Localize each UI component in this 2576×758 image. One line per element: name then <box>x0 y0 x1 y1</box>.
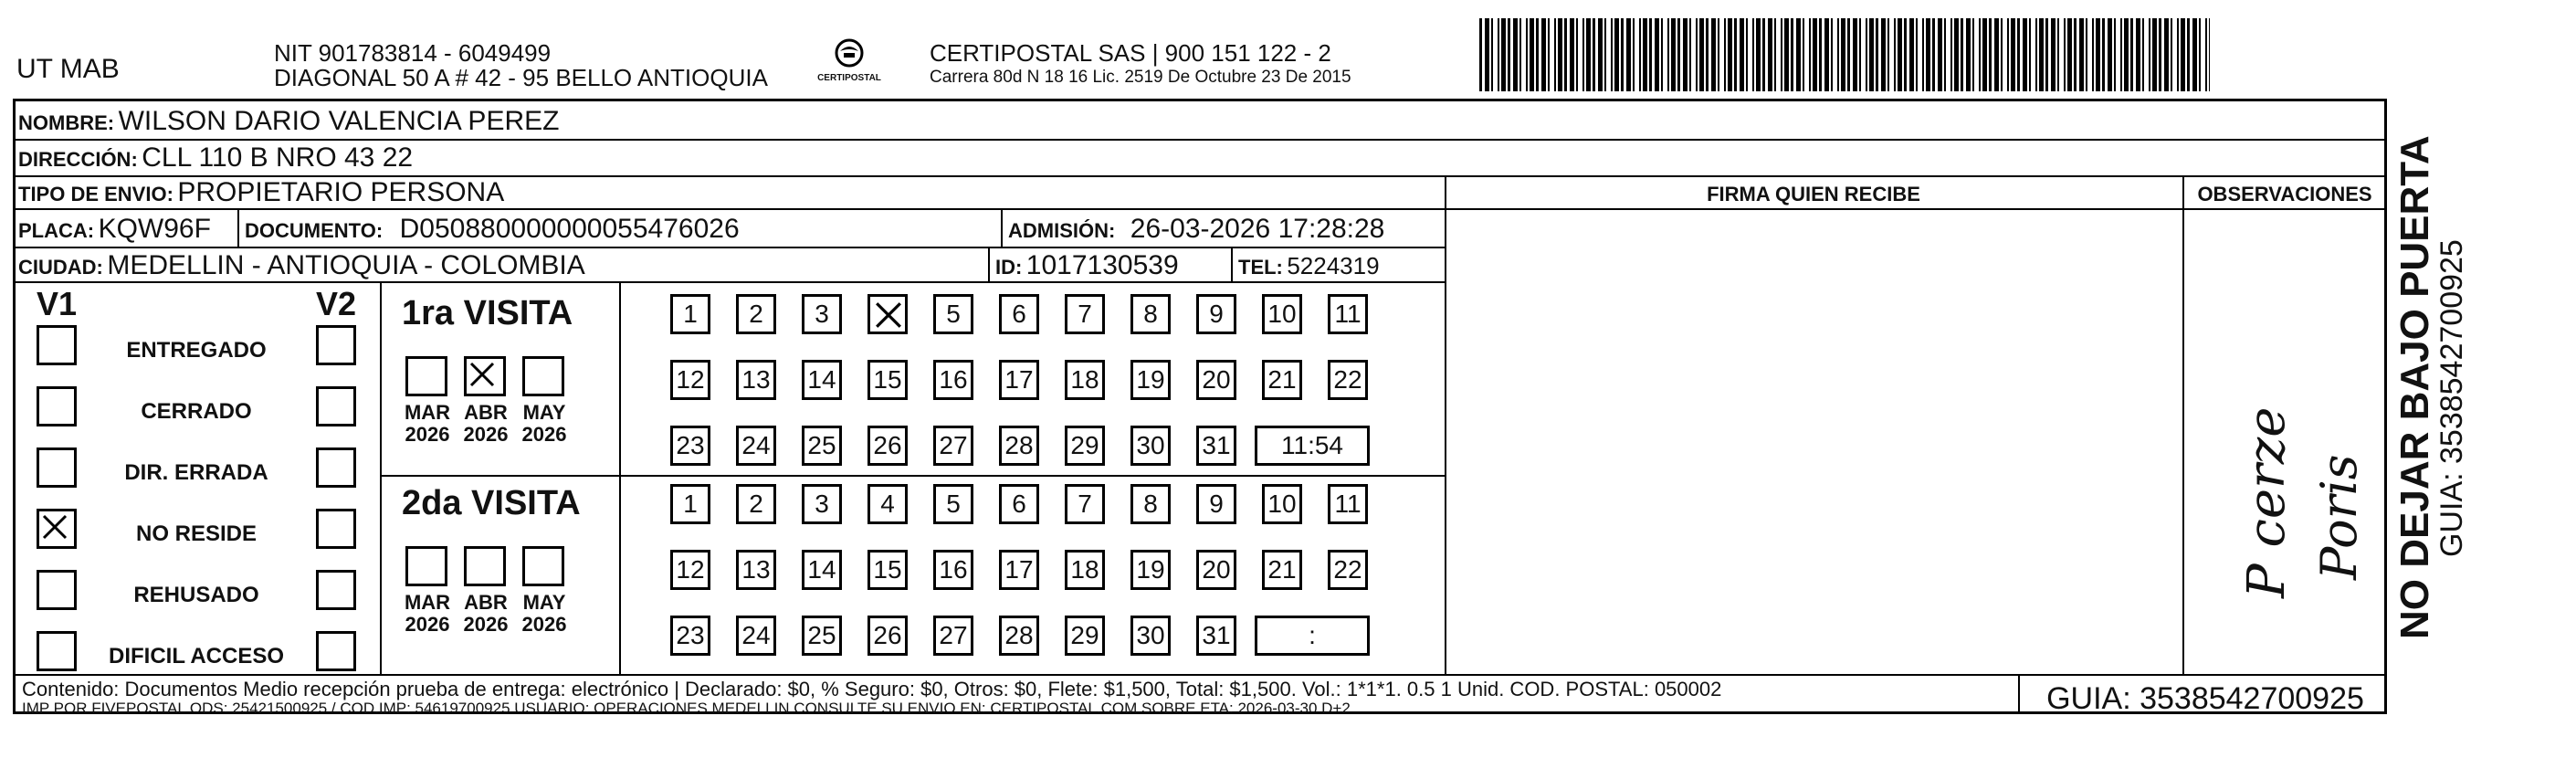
day-checkbox[interactable]: 20 <box>1196 550 1236 590</box>
side-notice: NO DEJAR BAJO PUERTA <box>2392 135 2437 639</box>
status-label: REHUSADO <box>133 583 259 607</box>
documento-label: DOCUMENTO: <box>245 219 384 242</box>
id-value: 1017130539 <box>1025 250 1179 280</box>
day-checkbox[interactable]: 2 <box>736 484 776 524</box>
v2-checkbox[interactable] <box>316 447 356 488</box>
placa-value: KQW96F <box>98 214 211 244</box>
v1-checkbox[interactable] <box>37 386 77 426</box>
v1-checkbox[interactable] <box>37 509 77 549</box>
day-checkbox[interactable]: 15 <box>867 550 908 590</box>
col-divider <box>2018 674 2020 714</box>
month-label: MAR 2026 <box>404 401 451 447</box>
status-label: ENTREGADO <box>126 338 267 363</box>
day-checkbox[interactable]: 15 <box>867 360 908 400</box>
day-checkbox[interactable]: 10 <box>1262 484 1302 524</box>
day-checkbox[interactable]: 19 <box>1130 550 1171 590</box>
v2-checkbox[interactable] <box>316 570 356 610</box>
company-name: UT MAB <box>16 54 120 84</box>
month-checkbox[interactable] <box>464 356 506 396</box>
day-checkbox[interactable]: 21 <box>1262 550 1302 590</box>
day-checkbox[interactable]: 3 <box>802 294 842 334</box>
day-checkbox[interactable]: 16 <box>933 550 973 590</box>
footer-content: Contenido: Documentos Medio recepción prueba de entrega: electrónico | Declarado: $0, % Seguro: $0, Otros: $0, Flete: $1,500, Total: $1,500. Vol.: 1*1*1. 0.5 1 Unid. COD. POSTAL: 050002 <box>22 678 1722 700</box>
month-checkbox[interactable] <box>405 356 447 396</box>
ciudad-row <box>18 252 585 279</box>
side-guia: GUIA: 3538542700925 <box>2434 239 2469 557</box>
documento-row <box>245 216 740 243</box>
cell-divider <box>1001 208 1003 247</box>
tel-label: TEL: <box>1238 256 1283 279</box>
carrier-name: CERTIPOSTAL SAS | 900 151 122 - 2 <box>930 39 1331 67</box>
month-label: MAR 2026 <box>404 591 451 637</box>
visit-divider <box>380 475 1445 477</box>
cell-divider <box>1231 247 1233 281</box>
barcode <box>1479 18 2210 91</box>
status-label: DIFICIL ACCESO <box>108 644 284 669</box>
id-row <box>995 252 1179 279</box>
day-checkbox[interactable]: 31 <box>1196 426 1236 466</box>
day-checkbox[interactable]: 22 <box>1328 360 1368 400</box>
month-checkbox[interactable] <box>522 546 564 586</box>
tel-row <box>1238 254 1380 278</box>
day-checkbox[interactable]: 6 <box>999 294 1039 334</box>
day-checkbox[interactable]: 30 <box>1130 426 1171 466</box>
x-mark-icon <box>874 300 903 330</box>
v2-checkbox[interactable] <box>316 386 356 426</box>
day-checkbox[interactable]: 22 <box>1328 550 1368 590</box>
placa-label: PLACA: <box>18 219 95 242</box>
section-divider <box>380 281 382 674</box>
direccion-value: CLL 110 B NRO 43 22 <box>142 142 414 173</box>
admision-row <box>1008 216 1384 243</box>
carrier-license: Carrera 80d N 18 16 Lic. 2519 De Octubre 23 De 2015 <box>930 68 1351 87</box>
day-checkbox[interactable]: 13 <box>736 550 776 590</box>
day-checkbox[interactable]: 31 <box>1196 616 1236 656</box>
status-label: CERRADO <box>141 399 252 424</box>
tipo-label: TIPO DE ENVIO: <box>18 183 173 205</box>
time-field[interactable]: 11:54 <box>1255 426 1370 466</box>
col-divider <box>2182 175 2184 674</box>
visit2-title: 2da VISITA <box>402 484 581 522</box>
month-label: MAY 2026 <box>521 591 567 637</box>
direccion-row <box>18 144 413 172</box>
month-label: ABR 2026 <box>463 591 509 637</box>
ciudad-label: CIUDAD: <box>18 256 103 279</box>
day-checkbox[interactable]: 3 <box>802 484 842 524</box>
time-field[interactable]: : <box>1255 616 1370 656</box>
v1-header: V1 <box>37 285 78 322</box>
company-address: DIAGONAL 50 A # 42 - 95 BELLO ANTIOQUIA <box>274 64 768 91</box>
day-checkbox[interactable]: 23 <box>670 426 710 466</box>
firma-header: FIRMA QUIEN RECIBE <box>1707 183 1920 205</box>
day-checkbox[interactable]: 2 <box>736 294 776 334</box>
day-checkbox[interactable]: 28 <box>999 426 1039 466</box>
footer-print-info: IMP POR FIVEPOSTAL ODS: 25421500925 / COD.IMP: 54619700925 USUARIO: OPERACIONES MEDELLIN CONSULTE SU ENVIO EN: CERTIPOSTAL.COM SOBRE ETA: 2026-03-30 D+2 <box>22 700 1351 717</box>
day-checkbox[interactable]: 11 <box>1328 294 1368 334</box>
day-checkbox[interactable]: 24 <box>736 616 776 656</box>
ciudad-value: MEDELLIN - ANTIOQUIA - COLOMBIA <box>107 250 585 280</box>
col-header-divider <box>1445 208 2387 210</box>
day-checkbox[interactable]: 6 <box>999 484 1039 524</box>
documento-value: D050880000000055476026 <box>399 214 740 244</box>
tel-value: 5224319 <box>1287 252 1380 279</box>
certipostal-logo <box>813 37 886 91</box>
day-checkbox[interactable]: 5 <box>933 294 973 334</box>
day-checkbox[interactable]: 1 <box>670 484 710 524</box>
handwritten-note: Poris <box>2310 454 2368 580</box>
v1-checkbox[interactable] <box>37 447 77 488</box>
day-checkbox[interactable]: 26 <box>867 616 908 656</box>
col-divider <box>1445 175 1446 674</box>
row-divider <box>13 674 2387 676</box>
status-label: DIR. ERRADA <box>124 460 268 485</box>
day-checkbox[interactable]: 10 <box>1262 294 1302 334</box>
day-checkbox[interactable]: 23 <box>670 616 710 656</box>
x-mark-icon <box>41 513 68 541</box>
row-divider <box>13 139 2387 141</box>
day-checkbox[interactable]: 27 <box>933 426 973 466</box>
footer-guia: GUIA: 3538542700925 <box>2046 681 2364 716</box>
day-checkbox[interactable]: 14 <box>802 550 842 590</box>
day-checkbox[interactable]: 16 <box>933 360 973 400</box>
month-checkbox[interactable] <box>522 356 564 396</box>
v1-checkbox[interactable] <box>37 325 77 365</box>
day-checkbox[interactable]: 17 <box>999 360 1039 400</box>
day-checkbox[interactable]: 7 <box>1065 294 1105 334</box>
direccion-label: DIRECCIÓN: <box>18 148 138 171</box>
day-checkbox[interactable]: 21 <box>1262 360 1302 400</box>
month-label: ABR 2026 <box>463 401 509 447</box>
cell-divider <box>237 208 239 247</box>
day-checkbox[interactable]: 25 <box>802 616 842 656</box>
day-checkbox[interactable]: 28 <box>999 616 1039 656</box>
v1-checkbox[interactable] <box>37 570 77 610</box>
observaciones-header: OBSERVACIONES <box>2197 183 2372 205</box>
day-checkbox[interactable]: 19 <box>1130 360 1171 400</box>
handwritten-note: P cerze <box>2237 406 2297 598</box>
day-checkbox[interactable]: 14 <box>802 360 842 400</box>
day-checkbox[interactable]: 24 <box>736 426 776 466</box>
day-checkbox[interactable]: 5 <box>933 484 973 524</box>
month-checkbox[interactable] <box>464 546 506 586</box>
day-checkbox[interactable]: 29 <box>1065 426 1105 466</box>
visit1-title: 1ra VISITA <box>402 294 573 332</box>
day-checkbox[interactable]: 20 <box>1196 360 1236 400</box>
day-checkbox[interactable]: 11 <box>1328 484 1368 524</box>
day-checkbox[interactable]: 8 <box>1130 294 1171 334</box>
status-label: NO RESIDE <box>135 521 258 546</box>
day-checkbox[interactable]: 9 <box>1196 294 1236 334</box>
tipo-row <box>18 179 504 206</box>
id-label: ID: <box>995 256 1023 279</box>
day-checkbox[interactable] <box>867 294 908 334</box>
v2-checkbox[interactable] <box>316 631 356 671</box>
month-checkbox[interactable] <box>405 546 447 586</box>
nombre-row <box>18 108 559 135</box>
section-divider <box>619 281 621 674</box>
day-checkbox[interactable]: 8 <box>1130 484 1171 524</box>
admision-value: 26-03-2026 17:28:28 <box>1130 214 1385 244</box>
tipo-value: PROPIETARIO PERSONA <box>177 177 505 207</box>
cell-divider <box>988 247 990 281</box>
v2-checkbox[interactable] <box>316 325 356 365</box>
placa-row <box>18 216 211 243</box>
row-divider <box>13 247 1445 248</box>
nombre-value: WILSON DARIO VALENCIA PEREZ <box>118 106 560 136</box>
month-label: MAY 2026 <box>521 401 567 447</box>
day-checkbox[interactable]: 29 <box>1065 616 1105 656</box>
admision-label: ADMISIÓN: <box>1008 219 1116 242</box>
day-checkbox[interactable]: 18 <box>1065 360 1105 400</box>
day-checkbox[interactable]: 30 <box>1130 616 1171 656</box>
nit: NIT 901783814 - 6049499 <box>274 39 552 67</box>
day-checkbox[interactable]: 25 <box>802 426 842 466</box>
v1-checkbox[interactable] <box>37 631 77 671</box>
day-checkbox[interactable]: 26 <box>867 426 908 466</box>
day-checkbox[interactable]: 17 <box>999 550 1039 590</box>
x-mark-icon <box>468 361 496 388</box>
row-divider <box>13 281 1445 283</box>
v2-checkbox[interactable] <box>316 509 356 549</box>
day-checkbox[interactable]: 7 <box>1065 484 1105 524</box>
nombre-label: NOMBRE: <box>18 111 115 134</box>
logo-caption: CERTIPOSTAL <box>817 73 881 83</box>
day-checkbox[interactable]: 9 <box>1196 484 1236 524</box>
day-checkbox[interactable]: 4 <box>867 484 908 524</box>
day-checkbox[interactable]: 1 <box>670 294 710 334</box>
day-checkbox[interactable]: 12 <box>670 360 710 400</box>
day-checkbox[interactable]: 18 <box>1065 550 1105 590</box>
day-checkbox[interactable]: 12 <box>670 550 710 590</box>
day-checkbox[interactable]: 27 <box>933 616 973 656</box>
v2-header: V2 <box>316 285 357 322</box>
day-checkbox[interactable]: 13 <box>736 360 776 400</box>
